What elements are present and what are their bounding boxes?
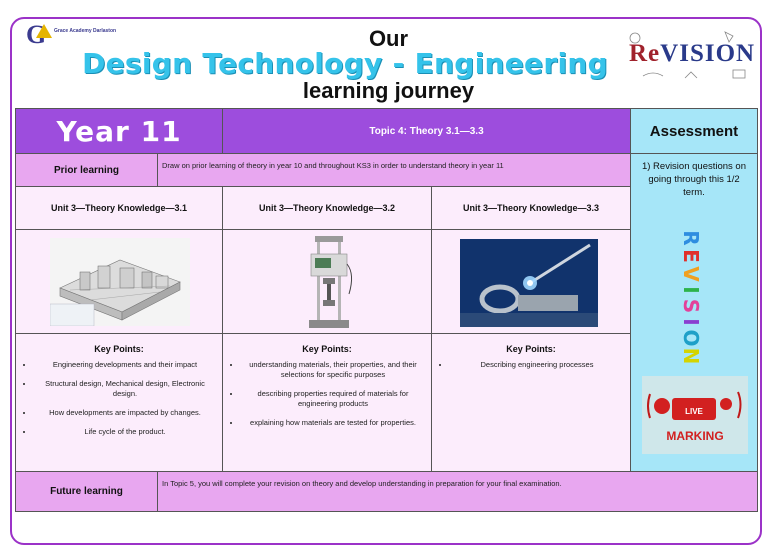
future-learning-label: Future learning <box>15 471 158 512</box>
revision-logo-text: ReVISION <box>629 40 756 67</box>
prior-learning-label: Prior learning <box>15 153 158 187</box>
revision-wordart-image <box>668 226 712 366</box>
list-item: • explaining how materials are tested for properties. <box>241 418 425 428</box>
live-camera-icon <box>642 376 748 454</box>
prior-learning-text: Draw on prior learning of theory in year 10 and throughout KS3 in order to understand theory in year 11 <box>157 153 631 187</box>
key-points-list-3-1 <box>16 360 222 437</box>
wordart-letter: O <box>679 329 703 347</box>
wordart-letter: I <box>679 318 703 326</box>
list-item: • understanding materials, their properties, and their selections for specific purposes <box>241 360 425 380</box>
assessment-heading: Assessment <box>630 108 758 154</box>
key-points-list-3-2 <box>223 360 431 428</box>
tensile-testing-machine-image <box>301 234 357 330</box>
wordart-letter: V <box>679 266 703 282</box>
year-heading: Year 11 <box>15 108 223 154</box>
wordart-letter: N <box>679 347 703 365</box>
unit-title-3-3: Unit 3—Theory Knowledge—3.3 <box>431 186 631 230</box>
title-bottom: learning journey <box>302 78 475 103</box>
future-learning-text: In Topic 5, you will complete your revision on theory and develop understanding in preparation for your final examination. <box>157 471 758 512</box>
revision-logo <box>625 26 755 86</box>
key-points-title: Key Points: <box>506 344 556 354</box>
unit-title-3-1: Unit 3—Theory Knowledge—3.1 <box>15 186 223 230</box>
key-points-title: Key Points: <box>94 344 144 354</box>
key-points-list-3-3 <box>432 360 630 370</box>
list-item: • Structural design, Mechanical design, Electronic design. <box>34 379 216 399</box>
list-item: • Life cycle of the product. <box>34 427 216 437</box>
list-item: • describing properties required of materials for engineering products <box>241 389 425 409</box>
list-item: • Engineering developments and their impact <box>34 360 216 370</box>
page-title: Design Technology - Engineering <box>82 47 608 80</box>
topic-heading: Topic 4: Theory 3.1—3.3 <box>222 108 631 154</box>
live-marking-image <box>642 376 748 454</box>
logo-text: Grace Academy Darlaston <box>54 28 117 34</box>
image-cell-3-3 <box>431 229 631 334</box>
assessment-text: 1) Revision questions on going through this 1/2 term. <box>641 161 747 198</box>
key-points-3-2 <box>222 333 432 472</box>
list-item: • How developments are impacted by changes. <box>34 408 216 418</box>
title-top: Our <box>368 26 409 51</box>
wordart-letter: R <box>679 230 703 246</box>
wordart-letter: I <box>679 286 703 294</box>
image-cell-3-2 <box>222 229 432 334</box>
key-points-3-3 <box>431 333 631 472</box>
live-label: LIVE <box>685 407 703 416</box>
logo-g-mark: G <box>26 20 47 49</box>
wordart-letter: E <box>679 249 703 263</box>
key-points-3-1 <box>15 333 223 472</box>
unit-title-3-2: Unit 3—Theory Knowledge—3.2 <box>222 186 432 230</box>
welding-process-image <box>460 239 598 327</box>
key-points-title: Key Points: <box>302 344 352 354</box>
building-cutaway-image <box>50 238 190 326</box>
image-cell-3-1 <box>15 229 223 334</box>
list-item: • Describing engineering processes <box>450 360 624 370</box>
wordart-letter: S <box>679 298 703 314</box>
marking-text: MARKING <box>666 429 724 443</box>
